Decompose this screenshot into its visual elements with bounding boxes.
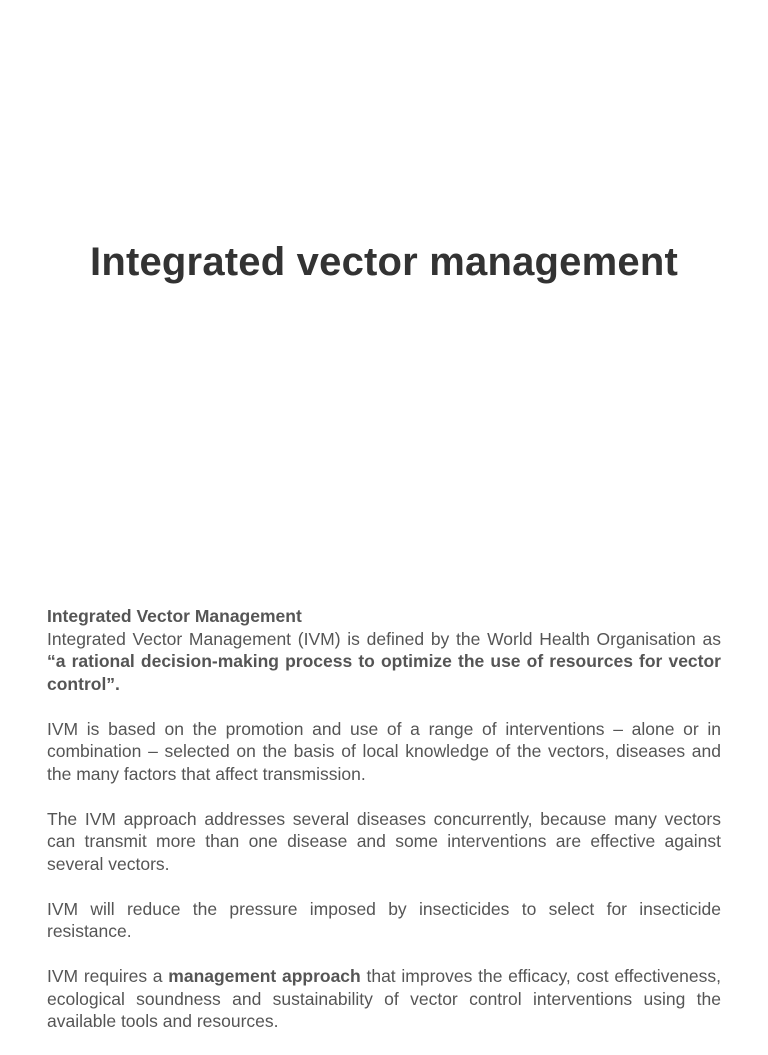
management-paragraph [47, 965, 721, 1033]
diseases-paragraph: The IVM approach addresses several diseases concurrently, because many vectors can transmit more than one disease and some interventions are effective against several vectors. [47, 808, 721, 874]
management-text-pre: IVM requires a [47, 966, 169, 986]
management-text-post: that improves the efficacy, cost effectiveness, ecological soundness and sustainability of vector control interventions using the available tools and resources. [47, 966, 721, 1031]
definition-text: Integrated Vector Management (IVM) is defined by the World Health Organisation as [47, 628, 721, 649]
section-heading: Integrated Vector Management [47, 606, 302, 626]
definition-paragraph [47, 628, 721, 696]
resistance-paragraph: IVM will reduce the pressure imposed by insecticides to select for insecticide resistance. [47, 898, 721, 941]
who-definition-quote: “a rational decision-making process to optimize the use of resources for vector control”. [47, 651, 721, 694]
page-title: Integrated vector management [90, 240, 678, 284]
body-text [47, 605, 721, 1055]
interventions-paragraph: IVM is based on the promotion and use of a range of interventions – alone or in combination – selected on the basis of local knowledge of the vectors, diseases and the many factors that affect transmission. [47, 718, 721, 784]
management-approach-emphasis: management approach [168, 966, 361, 986]
